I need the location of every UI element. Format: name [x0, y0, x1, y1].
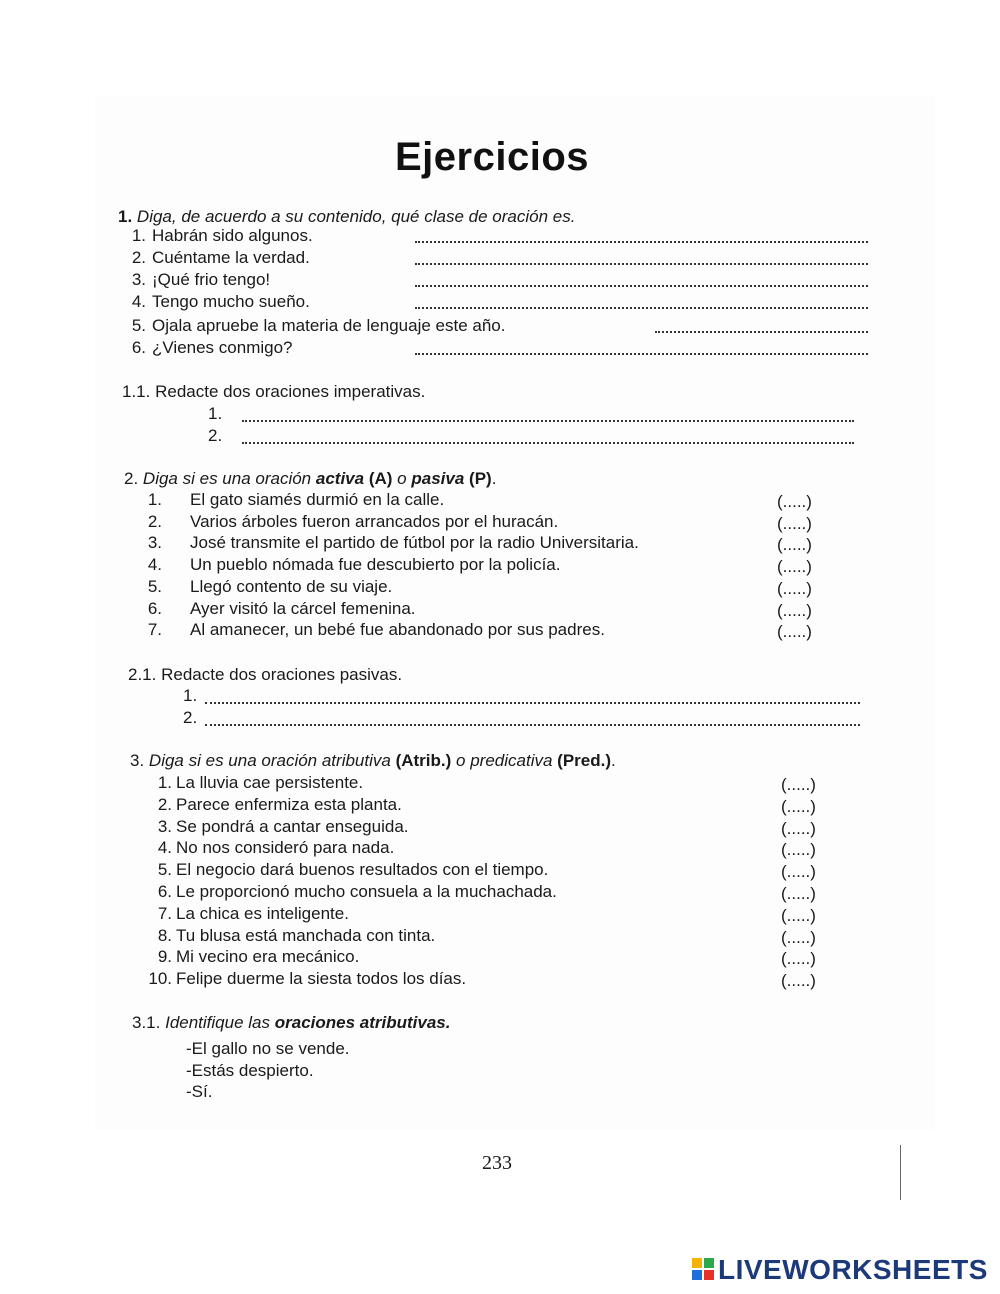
ex3-item-text: Tu blusa está manchada con tinta.	[176, 925, 436, 945]
ex2-item	[122, 620, 605, 640]
ex1-item	[118, 316, 505, 336]
ex2-item-text: Llegó contento de su viaje.	[190, 576, 393, 596]
ex1-item	[118, 338, 293, 358]
ex1-1-number: 1.1.	[122, 382, 151, 401]
ex3-item	[132, 795, 402, 815]
ex2-code-p: (P)	[469, 469, 492, 488]
ex2-answer-blank[interactable]: (.....)	[777, 492, 812, 511]
ex3-item	[132, 947, 359, 967]
ex2-1-number: 2.1.	[128, 665, 157, 684]
ex3-item-text: Parece enfermiza esta planta.	[176, 794, 402, 814]
ex3-item-text: Felipe duerme la siesta todos los días.	[176, 969, 467, 989]
ex3-item	[132, 969, 466, 989]
ex2-item	[122, 490, 444, 510]
ex2-item-number: 3.	[147, 533, 162, 553]
ex3-1-item-2: -Estás despierto.	[186, 1061, 314, 1080]
ex1-item	[118, 226, 313, 246]
ex3-item	[132, 773, 363, 793]
ex2-answer-blank[interactable]: (.....)	[777, 513, 812, 533]
ex2-answer-blank[interactable]: (.....)	[777, 535, 812, 555]
ex3-1-item-3: -Sí.	[186, 1082, 213, 1101]
ex2-item	[122, 599, 416, 619]
ex1-item	[118, 270, 270, 290]
ex1-heading	[118, 207, 575, 227]
ex1-item-text: Cuéntame la verdad.	[152, 248, 310, 267]
ex2-item-text: Un pueblo nómada fue descubierto por la policía.	[190, 555, 561, 575]
ex3-answer-blank[interactable]: (.....)	[781, 862, 816, 882]
ex3-answer-blank[interactable]: (.....)	[781, 796, 816, 816]
ex3-answer-blank[interactable]: (.....)	[781, 949, 816, 969]
ex3-item-text: La chica es inteligente.	[176, 903, 349, 923]
scan-edge-line	[900, 1145, 901, 1200]
ex3-answer-blank[interactable]: (.....)	[781, 971, 816, 991]
ex1-1-line-1-blank[interactable]	[242, 420, 854, 422]
ex1-answer-blank[interactable]	[415, 241, 868, 243]
liveworksheets-watermark: LIVEWORKSHEETS	[718, 1254, 988, 1285]
ex1-answer-blank[interactable]	[415, 263, 868, 265]
ex2-item-text: Varios árboles fueron arrancados por el huracán.	[190, 511, 559, 531]
ex2-1-line-2-blank[interactable]	[205, 724, 860, 726]
ex2-answer-blank[interactable]: (.....)	[777, 557, 812, 577]
ex3-answer-blank[interactable]: (.....)	[781, 840, 816, 860]
page-title: Ejercicios	[395, 135, 590, 179]
ex1-number: 1.	[118, 207, 133, 226]
ex2-item-number: 6.	[147, 598, 162, 618]
ex2-item-text: José transmite el partido de fútbol por la radio Universitaria.	[190, 533, 639, 553]
ex2-answer-blank[interactable]: (.....)	[777, 600, 812, 620]
ex3-answer-blank[interactable]: (.....)	[781, 905, 816, 925]
ex3-item-text: Mi vecino era mecánico.	[176, 947, 360, 967]
ex1-1-instruction: Redacte dos oraciones imperativas.	[155, 382, 426, 401]
ex1-item-number: 1.	[131, 226, 146, 245]
ex3-instruction: Diga si es una oración atributiva	[148, 751, 391, 770]
ex3-1-number: 3.1.	[132, 1013, 161, 1032]
ex2-item-number: 7.	[147, 620, 162, 640]
ex2-end: .	[491, 469, 497, 488]
ex2-number: 2.	[124, 469, 139, 488]
ex3-number: 3.	[130, 751, 145, 770]
ex1-answer-blank[interactable]	[415, 353, 868, 355]
ex3-item-text: La lluvia cae persistente.	[176, 773, 364, 792]
ex2-answer-blank[interactable]: (.....)	[777, 578, 812, 598]
ex2-instruction: Diga si es una oración	[142, 469, 312, 488]
ex3-answer-blank[interactable]: (.....)	[781, 884, 816, 903]
ex3-item	[132, 904, 349, 924]
ex1-item-text: Habrán sido algunos.	[152, 226, 313, 245]
ex2-bold-pasiva: pasiva	[411, 469, 465, 488]
ex1-1-line-1-label: 1.	[208, 404, 223, 423]
ex3-item	[132, 838, 394, 858]
ex3-item-number: 4.	[157, 838, 172, 858]
ex2-item	[122, 533, 639, 553]
ex2-answer-blank[interactable]: (.....)	[777, 622, 812, 642]
ex2-1-instruction: Redacte dos oraciones pasivas.	[161, 665, 403, 684]
ex1-1-line-2-label: 2.	[208, 426, 223, 445]
ex1-answer-blank[interactable]	[415, 307, 868, 309]
ex2-item-number: 4.	[147, 555, 162, 575]
ex2-item-number: 5.	[147, 576, 162, 596]
ex3-1-instruction: Identifique las	[165, 1013, 270, 1032]
ex1-item-number: 3.	[131, 270, 146, 289]
ex3-item-number: 10.	[148, 969, 172, 989]
ex2-1-line-2-label: 2.	[183, 708, 198, 727]
ex1-item-text: Tengo mucho sueño.	[152, 292, 310, 311]
ex2-item-text: Ayer visitó la cárcel femenina.	[190, 598, 416, 618]
ex1-item-text: ¡Qué frio tengo!	[152, 270, 271, 289]
ex3-item	[132, 860, 548, 880]
ex3-item-number: 3.	[157, 816, 172, 836]
ex1-item-number: 6.	[131, 338, 146, 357]
ex3-item-text: El negocio dará buenos resultados con el tiempo.	[176, 860, 549, 880]
ex1-item-text: ¿Vienes conmigo?	[152, 338, 293, 357]
ex2-1-heading	[128, 665, 402, 685]
ex3-1-bold: oraciones atributivas.	[274, 1013, 451, 1032]
ex1-1-heading	[122, 382, 425, 402]
ex3-answer-blank[interactable]: (.....)	[781, 927, 816, 947]
ex3-answer-blank[interactable]: (.....)	[781, 818, 816, 838]
liveworksheets-logo-icon	[692, 1258, 714, 1280]
ex2-1-line-1-blank[interactable]	[205, 702, 860, 704]
ex3-heading	[130, 751, 616, 771]
ex3-item-text: No nos consideró para nada.	[176, 838, 395, 858]
ex3-code-atrib: (Atrib.)	[395, 751, 452, 770]
ex1-1-line-2-blank[interactable]	[242, 442, 854, 444]
ex2-item-text: El gato siamés durmió en la calle.	[190, 490, 445, 509]
ex2-heading	[124, 469, 496, 489]
ex3-answer-blank[interactable]: (.....)	[781, 775, 816, 794]
ex1-answer-blank[interactable]	[415, 285, 868, 287]
ex1-answer-blank[interactable]	[655, 331, 868, 333]
ex1-instruction: Diga, de acuerdo a su contenido, qué clase de oración es.	[136, 207, 576, 226]
ex2-bold-activa: activa	[315, 469, 365, 488]
ex2-item-text: Al amanecer, un bebé fue abandonado por sus padres.	[190, 620, 605, 640]
ex1-item-text: Ojala apruebe la materia de lenguaje este año.	[152, 316, 506, 335]
ex3-item-number: 2.	[157, 794, 172, 814]
ex2-item-number: 2.	[147, 511, 162, 531]
ex3-1-item-1: -El gallo no se vende.	[186, 1039, 350, 1058]
ex1-item	[118, 292, 310, 312]
ex3-item	[132, 817, 409, 837]
ex1-item-number: 4.	[131, 292, 146, 311]
ex3-end: .	[611, 751, 616, 770]
ex3-item-number: 7.	[157, 903, 172, 923]
ex3-code-pred: (Pred.)	[557, 751, 611, 770]
ex3-item-text: Se pondrá a cantar enseguida.	[176, 816, 409, 836]
ex2-item	[122, 555, 560, 575]
ex1-item	[118, 248, 310, 268]
ex2-item	[122, 577, 392, 597]
ex3-item-number: 1.	[157, 773, 172, 792]
ex3-item	[132, 926, 435, 946]
ex1-item-number: 5.	[131, 316, 146, 335]
ex3-connector: o predicativa	[456, 751, 553, 770]
ex2-item-number: 1.	[147, 490, 162, 509]
ex3-item-number: 5.	[157, 860, 172, 880]
ex3-item-number: 6.	[157, 882, 172, 901]
ex3-item-number: 8.	[157, 925, 172, 945]
ex1-item-number: 2.	[131, 248, 146, 267]
ex2-connector: o	[397, 469, 407, 488]
ex3-1-heading	[132, 1013, 450, 1033]
page-number: 233	[482, 1152, 512, 1174]
ex3-item	[132, 882, 557, 902]
ex2-item	[122, 512, 558, 532]
ex3-item-text: Le proporcionó mucho consuela a la muchachada.	[176, 882, 557, 901]
ex3-item-number: 9.	[157, 947, 172, 967]
ex2-code-a: (A)	[368, 469, 393, 488]
ex2-1-line-1-label: 1.	[183, 686, 198, 705]
